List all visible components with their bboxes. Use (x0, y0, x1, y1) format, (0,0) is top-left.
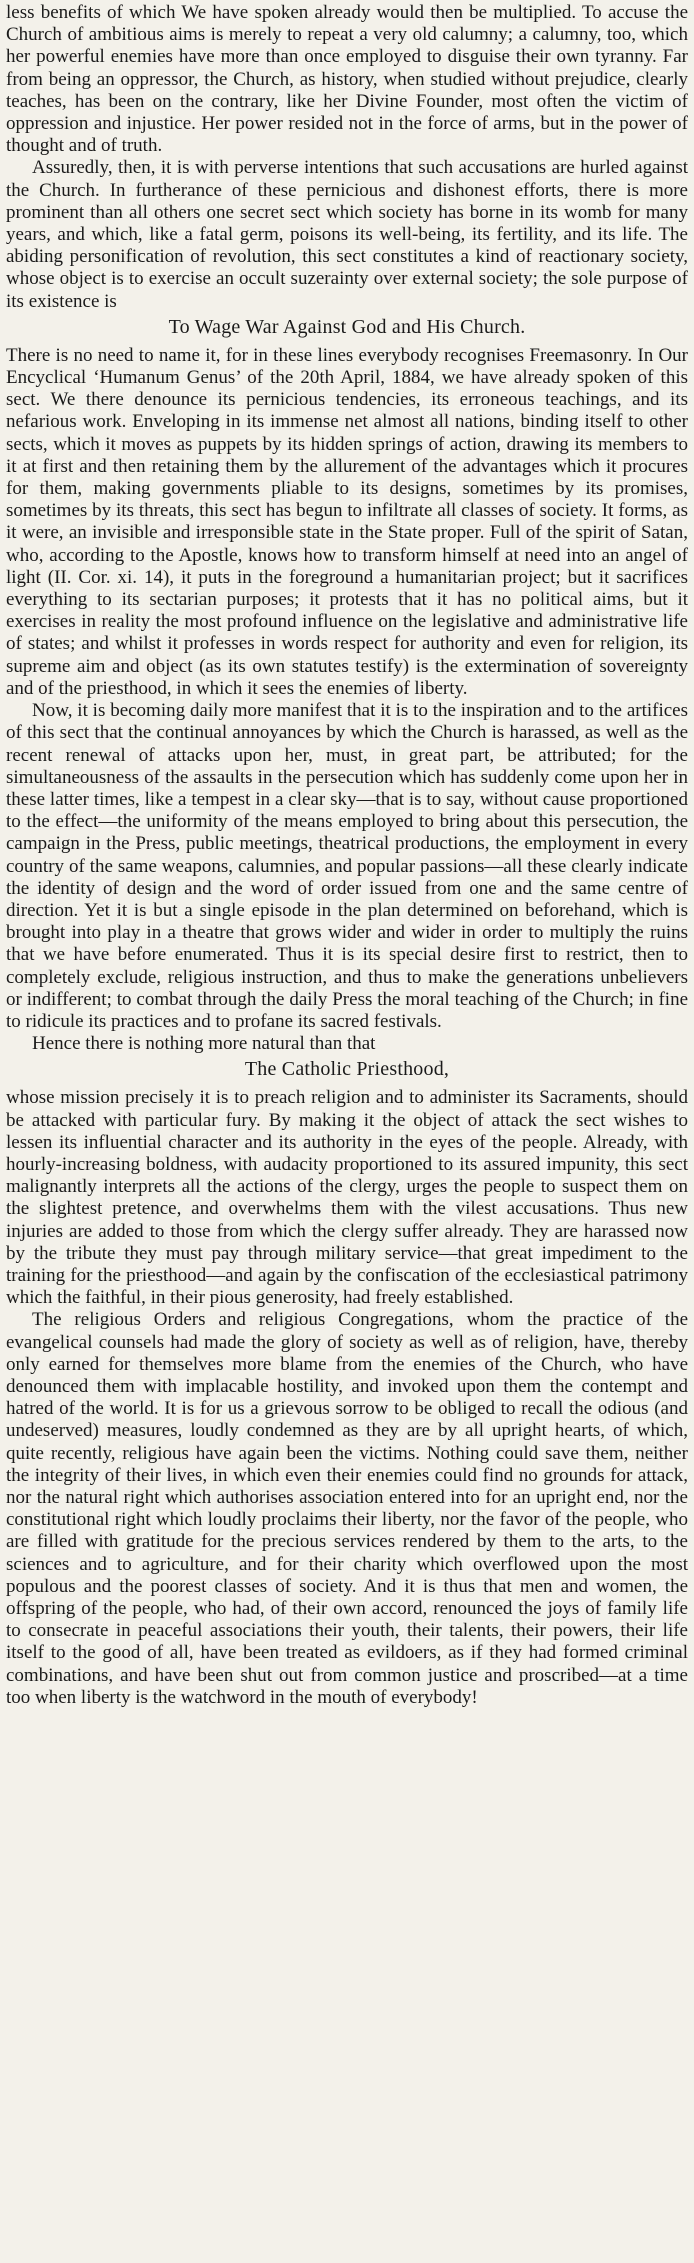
paragraph-continuation: less benefits of which We have spoken already would then be multiplied. To accuse the Church of ambitious aims is merely to repeat a very old calumny; a calumny, too, which her powerful enemies have more than once employed to disguise their own tyranny. Far from being an oppressor, the Church, as history, when studied without prejudice, clearly teaches, has been on the contrary, like her Divine Founder, most often the victim of oppression and injustice. Her power resided not in the force of arms, but in the power of thought and of truth. (6, 2, 688, 157)
paragraph-religious-orders: The religious Orders and religious Congregations, whom the practice of the evangelical counsels had made the glory of society as well as of religion, have, thereby only earned for themselves more blame from the enemies of the Church, who have denounced them with implacable hostility, and invoked upon them the contempt and hatred of the world. It is for us a grievous sorrow to be obliged to recall the odious (and undeserved) measures, loudly condemned as they are by all upright hearts, of which, quite recently, religious have again been the victims. Nothing could save them, neither the integrity of their lives, in which even their enemies could find no grounds for attack, nor the natural right which authorises association entered into for an upright end, nor the constitutional right which loudly proclaims their liberty, nor the favor of the people, who are filled with gratitude for the precious services rendered by them to the arts, to the sciences and to agriculture, and for their charity which overflowed upon the most populous and the poorest classes of society. And it is thus that men and women, the offspring of the people, who had, of their own accord, renounced the joys of family life to consecrate in peaceful associations their youth, their talents, their powers, their life itself to the good of all, have been treated as evildoers, as if they had formed criminal combinations, and have been shut out from common justice and proscribed—at a time too when liberty is the watchword in the mouth of everybody! (6, 1309, 688, 1708)
paragraph-accusations: Assuredly, then, it is with perverse intentions that such accusations are hurled against the Church. In furtherance of these pernicious and dishonest efforts, there is more prominent than all others one secret sect which society has borne in its womb for many years, and which, like a fatal germ, poisons its well-being, its fertility, and its life. The abiding personification of revolution, this sect constitutes a kind of reactionary society, whose object is to exercise an occult suzerainty over external society; the sole purpose of its existence is (6, 157, 688, 312)
paragraph-priesthood: whose mission precisely it is to preach religion and to administer its Sacraments, should be attacked with particular fury. By making it the object of attack the sect wishes to lessen its influential character and its authority in the eyes of the people. Already, with hourly-increasing boldness, with audacity proportioned to its assured impunity, this sect malignantly interprets all the actions of the clergy, urges the people to suspect them on the slightest pretence, and overwhelms them with the vilest accusations. Thus new injuries are added to those from which the clergy suffer already. They are harassed now by the tribute they must pay through military service—that great impediment to the training for the priesthood—and again by the confiscation of the ecclesiastical patrimony which the faithful, in their pious generosity, had freely established. (6, 1087, 688, 1309)
paragraph-sect-inspiration: Now, it is becoming daily more manifest that it is to the inspiration and to the artifices of this sect that the continual annoyances by which the Church is harassed, as well as the recent renewal of attacks upon her, must, in great part, be attributed; for the simultaneousness of the assaults in the persecution which has suddenly come upon her in these latter times, like a tempest in a clear sky—that is to say, without cause proportioned to the effect—the uniformity of the means employed to bring about this persecution, the campaign in the Press, public meetings, theatrical productions, the employment in every country of the same weapons, calumnies, and popular passions—all these clearly indicate the identity of design and the word of order issued from one and the same centre of direction. Yet it is but a single episode in the plan determined on beforehand, which is brought into play in a theatre that grows wider and wider in order to multiply the ruins that we have before enumerated. Thus it is its special desire first to restrict, then to completely exclude, religious instruction, and thus to make the generations unbelievers or indifferent; to combat through the daily Press the moral teaching of the Church; in fine to ridicule its practices and to profane its sacred festivals. (6, 700, 688, 1032)
section-heading-catholic-priesthood: The Catholic Priesthood, (244, 1058, 450, 1081)
paragraph-freemasonry: There is no need to name it, for in these lines everybody recognises Freemasonry. In Our Encyclical ‘Humanum Genus’ of the 20th April, 1884, we have already spoken of this sect. We there denounce its pernicious tendencies, its erroneous teachings, and its nefarious work. Enveloping in its immense net almost all nations, binding itself to other sects, which it moves as puppets by its hidden springs of action, drawing its members to it at first and then retaining them by the allurement of the advantages which it procures for them, making governments pliable to its designs, sometimes by its promises, sometimes by its threats, this sect has begun to infiltrate all classes of society. It forms, as it were, an invisible and irresponsible state in the State proper. Full of the spirit of Satan, who, according to the Apostle, knows how to transform himself at need into an angel of light (II. Cor. xi. 14), it puts in the foreground a humanitarian project; but it sacrifices everything to its sectarian purposes; it protests that it has no political aims, but it exercises in reality the most profound influence on the legislative and administrative life of states; and whilst it professes in words respect for authority and even for religion, its supreme aim and object (as its own statutes testify) is the extermination of sovereignty and of the priesthood, in which it sees the enemies of liberty. (6, 344, 688, 699)
section-heading-war-against-god: To Wage War Against God and His Church. (168, 315, 526, 338)
paragraph-lead-in: Hence there is nothing more natural than that (32, 1033, 376, 1055)
